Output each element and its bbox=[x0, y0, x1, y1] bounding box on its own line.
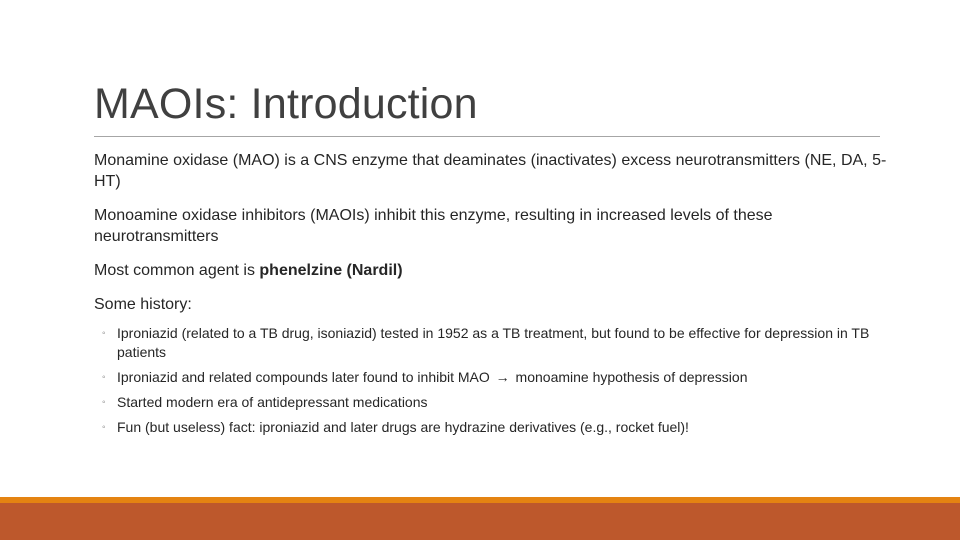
list-item bbox=[94, 393, 877, 412]
list-item-text: Iproniazid (related to a TB drug, isoniazid) tested in 1952 as a TB treatment, but found to be effective for depression in TB patients bbox=[117, 325, 870, 360]
bullet-circle-icon: ◦ bbox=[102, 422, 106, 433]
bullet-circle-icon: ◦ bbox=[102, 328, 106, 339]
list-item bbox=[94, 368, 877, 387]
list-item-text: Fun (but useless) fact: iproniazid and later drugs are hydrazine derivatives (e.g., rocket fuel)! bbox=[117, 419, 689, 435]
title-divider bbox=[94, 136, 880, 137]
history-list bbox=[94, 324, 894, 437]
slide-title: MAOIs: Introduction bbox=[94, 80, 478, 128]
paragraph-mao-definition: Monamine oxidase (MAO) is a CNS enzyme that deaminates (inactivates) excess neurotransmitters (NE, DA, 5-HT) bbox=[94, 152, 887, 190]
paragraph-common-agent bbox=[94, 260, 894, 281]
bullet-circle-icon: ◦ bbox=[102, 397, 106, 408]
bullet-circle-icon: ◦ bbox=[102, 372, 106, 383]
list-item bbox=[94, 324, 877, 362]
paragraph-history-heading: Some history: bbox=[94, 296, 192, 313]
footer-band bbox=[0, 503, 960, 540]
slide-body bbox=[94, 150, 894, 443]
list-item-text-before-arrow: Iproniazid and related compounds later found to inhibit MAO bbox=[117, 369, 494, 385]
list-item-text: Started modern era of antidepressant medications bbox=[117, 394, 428, 410]
right-arrow-icon: → bbox=[495, 369, 510, 385]
paragraph-maoi-definition: Monoamine oxidase inhibitors (MAOIs) inhibit this enzyme, resulting in increased levels of these neurotransmitters bbox=[94, 207, 773, 245]
list-item-text-after-arrow: monoamine hypothesis of depression bbox=[511, 369, 748, 385]
common-agent-name: phenelzine (Nardil) bbox=[259, 262, 403, 279]
common-agent-prefix: Most common agent is bbox=[94, 262, 260, 279]
list-item bbox=[94, 418, 877, 437]
